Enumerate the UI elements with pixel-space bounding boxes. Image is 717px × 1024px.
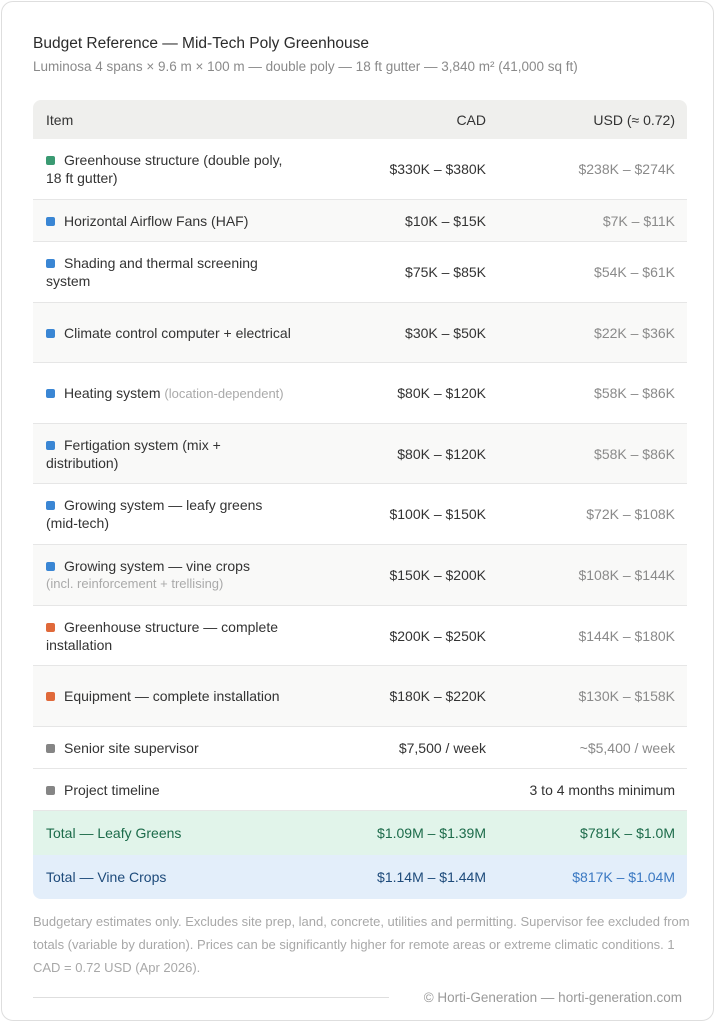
row-item-label: Senior site supervisor (64, 739, 199, 756)
header-cad: CAD (456, 111, 486, 128)
page-title: Budget Reference — Mid-Tech Poly Greenhouse (33, 35, 370, 52)
row-usd-value: $54K – $61K (594, 264, 675, 280)
header-usd: USD (≈ 0.72) (593, 111, 675, 128)
row-usd-value: $58K – $86K (594, 445, 675, 462)
total-cad: $1.09M – $1.39M (377, 825, 486, 841)
category-marker (46, 623, 55, 632)
total-cad: $1.14M – $1.44M (377, 869, 486, 885)
row-item-label: Greenhouse structure (double poly, 18 ft gutter) (46, 152, 283, 186)
page-subtitle: Luminosa 4 spans × 9.6 m × 100 m — double poly — 18 ft gutter — 3,840 m² (41,000 sq ft) (33, 59, 578, 74)
row-cad-value: $30K – $50K (405, 324, 486, 341)
row-item-label: Fertigation system (mix + distribution) (46, 436, 221, 471)
table-body (33, 139, 687, 769)
row-item-label: Heating system (64, 384, 161, 401)
table-row (33, 363, 687, 424)
timeline-value: 3 to 4 months minimum (529, 781, 675, 798)
row-cad-value: $75K – $85K (405, 264, 486, 280)
row-cad-value: $7,500 / week (398, 739, 486, 756)
row-item-label: Growing system — leafy greens (mid-tech) (46, 497, 263, 531)
table-row (33, 606, 687, 666)
row-cad-value: $100K – $150K (389, 506, 486, 522)
total-label: Total — Vine Crops (46, 869, 167, 885)
table-row (33, 727, 687, 769)
row-cad-value: $80K – $120K (397, 445, 486, 462)
category-marker (46, 217, 55, 226)
category-marker (46, 692, 55, 701)
category-marker (46, 501, 55, 510)
budget-card (1, 1, 714, 1021)
row-cad-value: $10K – $15K (405, 212, 486, 229)
category-marker (46, 786, 55, 795)
row-cad-value: $80K – $120K (397, 385, 486, 401)
category-marker (46, 259, 55, 268)
row-usd-value: $22K – $36K (594, 324, 675, 341)
category-marker (46, 156, 55, 165)
row-usd-value: ~$5,400 / week (579, 739, 675, 756)
table-row (33, 303, 687, 363)
table-row (33, 666, 687, 727)
row-usd-value: $130K – $158K (578, 688, 675, 704)
table-row (33, 242, 687, 303)
category-marker (46, 562, 55, 571)
row-item-label: Equipment — complete installation (64, 688, 280, 704)
row-cad-value: $330K – $380K (389, 161, 486, 177)
table-row (33, 484, 687, 545)
timeline-label: Project timeline (64, 781, 160, 798)
row-cad-value: $200K – $250K (389, 627, 486, 644)
row-item-label: Climate control computer + electrical (64, 324, 291, 341)
total-row-vine-crops (33, 855, 687, 899)
row-usd-value: $144K – $180K (578, 627, 675, 644)
table-row (33, 139, 687, 200)
row-cad-value: $150K – $200K (389, 567, 486, 583)
row-item-label: Shading and thermal screening system (46, 255, 258, 289)
budget-table (33, 100, 687, 899)
table-row (33, 424, 687, 484)
row-item-label: Greenhouse structure — complete installation (46, 618, 278, 653)
total-usd: $781K – $1.0M (580, 825, 675, 841)
disclaimer-note: Budgetary estimates only. Excludes site prep, land, concrete, utilities and permitting. Supervisor fee excluded from totals (variable by duration). Prices can be significantly higher for remote areas or extreme climatic conditions. 1 CAD = 0.72 USD (Apr 2026). (33, 914, 690, 975)
row-usd-value: $108K – $144K (578, 567, 675, 583)
row-item-label: Growing system — vine crops (64, 558, 250, 574)
table-row (33, 545, 687, 606)
row-usd-value: $58K – $86K (594, 385, 675, 401)
total-label: Total — Leafy Greens (46, 825, 182, 841)
footer-divider (33, 997, 389, 998)
category-marker (46, 744, 55, 753)
table-row (33, 200, 687, 242)
row-cad-value: $180K – $220K (389, 688, 486, 704)
total-row-leafy-greens (33, 811, 687, 855)
total-usd: $817K – $1.04M (572, 869, 675, 885)
header-item: Item (46, 111, 74, 128)
footer-credit: © Horti-Generation — horti-generation.com (423, 990, 682, 1005)
row-item-note: (incl. reinforcement + trellising) (46, 576, 224, 591)
row-item-note: (location-dependent) (164, 385, 284, 401)
row-usd-value: $238K – $274K (578, 161, 675, 177)
row-item-label: Horizontal Airflow Fans (HAF) (64, 212, 249, 229)
category-marker (46, 389, 55, 398)
row-usd-value: $72K – $108K (586, 506, 675, 522)
row-usd-value: $7K – $11K (602, 212, 675, 229)
timeline-row (33, 769, 687, 811)
table-header (33, 100, 687, 139)
category-marker (46, 329, 55, 338)
category-marker (46, 441, 55, 450)
